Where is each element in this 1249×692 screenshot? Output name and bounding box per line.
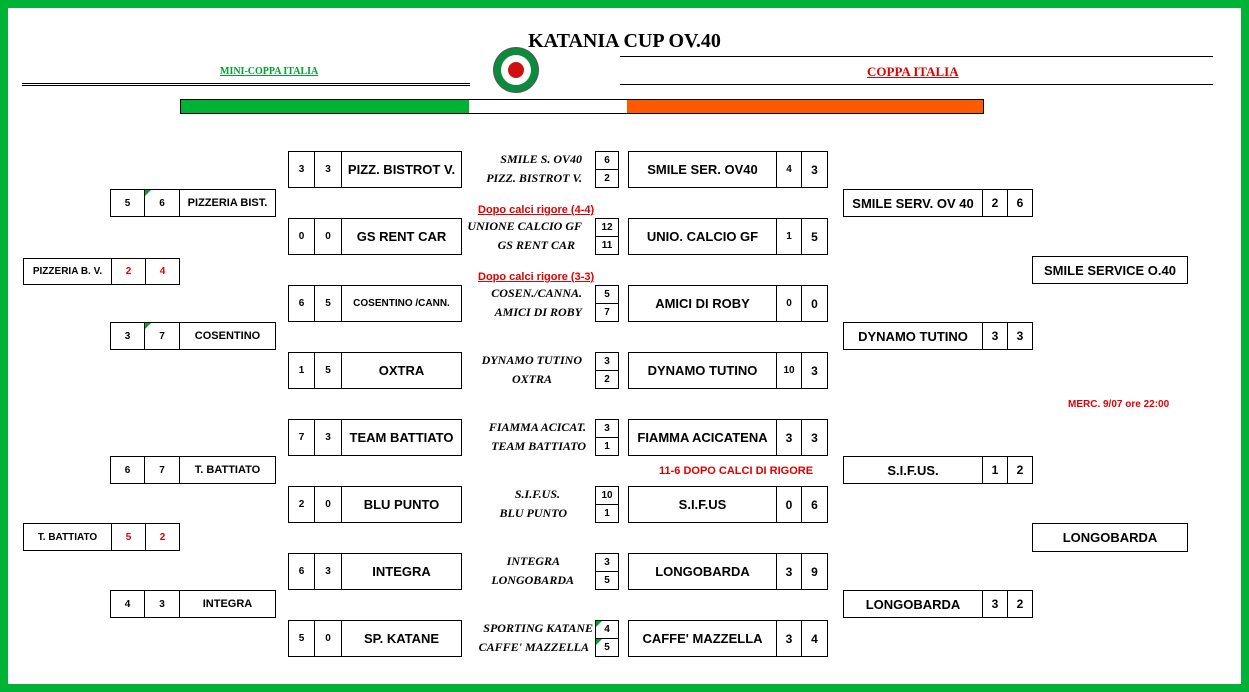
- mini-semi-score: 6: [110, 456, 145, 484]
- flag-green: [181, 100, 469, 113]
- mini-final-team-1: PIZZERIA B. V.: [23, 258, 112, 285]
- center-team-a: SMILE S. OV40: [500, 152, 582, 166]
- mini-semi-team: T. BATTIATO: [179, 456, 276, 484]
- center-team-b: PIZZ. BISTROT V.: [486, 171, 582, 185]
- divider-left: [22, 83, 470, 84]
- right-match-score: 5: [801, 218, 828, 255]
- left-match-score: 5: [314, 285, 342, 322]
- center-team-b: CAFFE' MAZZELLA: [478, 640, 589, 654]
- center-team-a: COSEN./CANNA.: [491, 286, 582, 300]
- center-team-b: GS RENT CAR: [497, 238, 575, 252]
- coppa-semi-team: S.I.F.US.: [843, 456, 983, 484]
- right-match-score: 3: [776, 419, 802, 456]
- right-match-team: S.I.F.US: [628, 486, 777, 523]
- center-team-a: UNIONE CALCIO GF: [467, 219, 582, 233]
- coppa-semi-team: LONGOBARDA: [843, 590, 983, 618]
- right-match-score: 0: [776, 285, 802, 322]
- mini-semi-team: COSENTINO: [179, 322, 276, 350]
- divider-right: [620, 84, 1213, 85]
- left-match-score: 0: [314, 486, 342, 523]
- right-match-score: 10: [776, 352, 802, 389]
- mini-semi-score: 5: [110, 189, 145, 217]
- right-match-score: 1: [776, 218, 802, 255]
- mini-semi-score: 6: [144, 189, 180, 217]
- right-match-score: 3: [776, 620, 802, 657]
- center-score-a: 6: [595, 151, 619, 170]
- mini-semi-score: 3: [144, 590, 180, 618]
- mini-semi-score: 7: [144, 456, 180, 484]
- center-score-a: 10: [595, 486, 619, 505]
- left-match-team: BLU PUNTO: [341, 486, 462, 523]
- center-score-a: 3: [595, 553, 619, 572]
- center-score-a: 5: [595, 285, 619, 304]
- right-match-team: CAFFE' MAZZELLA: [628, 620, 777, 657]
- mini-semi-team: INTEGRA: [179, 590, 276, 618]
- final-date: MERC. 9/07 ore 22:00: [1068, 399, 1170, 410]
- left-match-team: INTEGRA: [341, 553, 462, 590]
- right-match-score: 4: [801, 620, 828, 657]
- mini-final-score: 5: [111, 523, 146, 551]
- coppa-semi-score: 3: [982, 322, 1008, 350]
- penalty-note: Dopo calci rigore (4-4): [478, 204, 595, 216]
- center-team-b: BLU PUNTO: [499, 506, 567, 520]
- bracket-sheet: [8, 8, 1241, 684]
- penalty-note: Dopo calci rigore (3-3): [478, 271, 595, 283]
- left-match-score: 6: [288, 553, 315, 590]
- left-match-score: 3: [314, 419, 342, 456]
- left-match-team: SP. KATANE: [341, 620, 462, 657]
- divider-right-top: [620, 56, 1213, 57]
- coppa-semi-score: 6: [1007, 189, 1033, 217]
- right-match-score: 3: [776, 553, 802, 590]
- coppa-semi-score: 2: [1007, 590, 1033, 618]
- center-score-b: 1: [595, 437, 619, 456]
- coppa-semi-score: 3: [982, 590, 1008, 618]
- center-team-b: OXTRA: [511, 372, 552, 386]
- left-match-team: TEAM BATTIATO: [341, 419, 462, 456]
- right-match-score: 3: [801, 151, 828, 188]
- right-match-team: UNIO. CALCIO GF: [628, 218, 777, 255]
- left-match-score: 5: [314, 352, 342, 389]
- left-match-score: 6: [288, 285, 315, 322]
- center-team-a: SPORTING KATANE: [483, 621, 593, 635]
- left-match-score: 5: [288, 620, 315, 657]
- left-match-score: 7: [288, 419, 315, 456]
- mini-final-score: 4: [145, 258, 180, 285]
- right-match-score: 4: [776, 151, 802, 188]
- page-title: KATANIA CUP OV.40: [528, 30, 721, 52]
- right-match-score: 0: [801, 285, 828, 322]
- left-match-score: 3: [314, 151, 342, 188]
- center-team-a: INTEGRA: [506, 554, 560, 568]
- mini-final-team-2: T. BATTIATO: [23, 523, 112, 551]
- center-score-b: 5: [595, 638, 619, 657]
- italian-flag-bar: [180, 99, 984, 114]
- center-score-b: 11: [595, 236, 619, 255]
- coppa-final-team-2: LONGOBARDA: [1032, 523, 1188, 552]
- left-match-team: GS RENT CAR: [341, 218, 462, 255]
- center-score-a: 3: [595, 419, 619, 438]
- right-match-team: AMICI DI ROBY: [628, 285, 777, 322]
- right-match-score: 9: [801, 553, 828, 590]
- coppa-semi-score: 3: [1007, 322, 1033, 350]
- left-match-score: 0: [314, 620, 342, 657]
- flag-orange: [627, 100, 983, 113]
- center-team-a: DYNAMO TUTINO: [481, 353, 582, 367]
- center-score-b: 1: [595, 504, 619, 523]
- right-match-team: SMILE SER. OV40: [628, 151, 777, 188]
- center-team-a: S.I.F.US.: [514, 487, 560, 501]
- right-match-team: FIAMMA ACICATENA: [628, 419, 777, 456]
- center-score-b: 2: [595, 370, 619, 389]
- left-match-score: 0: [288, 218, 315, 255]
- mini-semi-score: 3: [110, 322, 145, 350]
- center-score-a: 4: [595, 620, 619, 639]
- right-match-score: 3: [801, 419, 828, 456]
- coppa-semi-team: DYNAMO TUTINO: [843, 322, 983, 350]
- right-match-team: LONGOBARDA: [628, 553, 777, 590]
- center-score-b: 2: [595, 169, 619, 188]
- mini-final-score: 2: [111, 258, 146, 285]
- center-score-b: 7: [595, 303, 619, 322]
- mini-semi-score: 4: [110, 590, 145, 618]
- center-score-a: 3: [595, 352, 619, 371]
- center-score-b: 5: [595, 571, 619, 590]
- center-team-b: TEAM BATTIATO: [491, 439, 586, 453]
- coppa-semi-score: 1: [982, 456, 1008, 484]
- center-score-a: 12: [595, 218, 619, 237]
- center-team-a: FIAMMA ACICAT.: [488, 420, 586, 434]
- coppa-italia-label[interactable]: COPPA ITALIA: [867, 64, 959, 79]
- flag-white: [469, 100, 627, 113]
- center-team-b: LONGOBARDA: [491, 573, 574, 587]
- left-match-team: COSENTINO /CANN.: [341, 285, 462, 322]
- coppa-semi-score: 2: [1007, 456, 1033, 484]
- coppa-semi-score: 2: [982, 189, 1008, 217]
- right-match-score: 3: [801, 352, 828, 389]
- mini-semi-team: PIZZERIA BIST.: [179, 189, 276, 217]
- mini-final-score: 2: [145, 523, 180, 551]
- left-match-score: 2: [288, 486, 315, 523]
- right-match-team: DYNAMO TUTINO: [628, 352, 777, 389]
- roundel-logo: [494, 48, 538, 92]
- divider-left-2: [22, 85, 470, 86]
- left-match-team: OXTRA: [341, 352, 462, 389]
- coppa-semi-team: SMILE SERV. OV 40: [843, 189, 983, 217]
- mini-semi-score: 7: [144, 322, 180, 350]
- coppa-final-team-1: SMILE SERVICE O.40: [1032, 256, 1188, 284]
- left-match-team: PIZZ. BISTROT V.: [341, 151, 462, 188]
- penalty-note: 11-6 DOPO CALCI DI RIGORE: [659, 465, 814, 477]
- mini-coppa-label[interactable]: MINI-COPPA ITALIA: [220, 66, 319, 77]
- right-match-score: 0: [776, 486, 802, 523]
- left-match-score: 3: [288, 151, 315, 188]
- right-match-score: 6: [801, 486, 828, 523]
- center-team-b: AMICI DI ROBY: [494, 305, 582, 319]
- left-match-score: 0: [314, 218, 342, 255]
- left-match-score: 3: [314, 553, 342, 590]
- left-match-score: 1: [288, 352, 315, 389]
